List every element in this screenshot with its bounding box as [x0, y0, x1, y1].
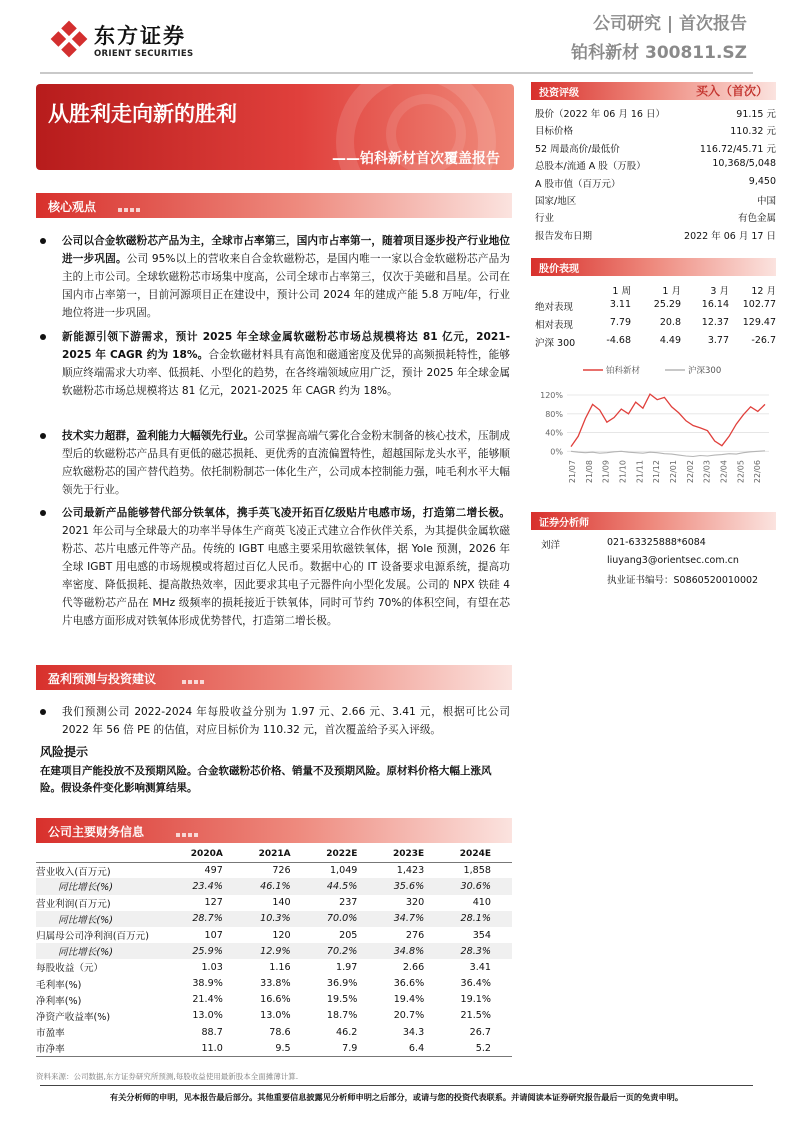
- performance-label: 沪深 300: [535, 338, 576, 349]
- rating-value-cell: 9,450: [748, 175, 776, 187]
- row-label: 净资产收益率(%): [36, 1011, 111, 1023]
- table-row: [36, 1024, 512, 1040]
- row-label: 营业利润(百万元): [36, 898, 111, 910]
- table-cell: 35.6%: [378, 878, 445, 894]
- rating-value-cell: 2022 年 06 月 17 日: [684, 230, 776, 242]
- table-cell: 3.41: [469, 961, 491, 973]
- table-row: [36, 878, 512, 894]
- row-label: 净利率(%): [36, 995, 82, 1007]
- rating-key: 行业: [535, 213, 555, 225]
- series-line-stock: [571, 394, 765, 447]
- row-label: 每股收益（元）: [36, 963, 104, 975]
- table-cell: 497: [204, 865, 223, 877]
- rating-key: 国家/地区: [535, 196, 577, 207]
- table-cell: 25.9%: [176, 943, 244, 959]
- risk-text: 在建项目产能投放不及预期风险。合金软磁粉芯价格、销量不及预期风险。原材料价格大幅上涨风险。假设条件变化影响测算结果。: [40, 765, 492, 794]
- performance-value: 102.77: [742, 299, 776, 310]
- table-cell: 28.3%: [445, 943, 512, 959]
- core-view-heading-bar: [36, 193, 512, 218]
- table-cell: 107: [204, 929, 223, 941]
- rating-value-cell: 中国: [756, 196, 776, 207]
- table-row: [36, 1008, 512, 1024]
- table-row: [36, 992, 512, 1008]
- table-cell: 12.9%: [244, 943, 312, 959]
- company-logo: [50, 20, 200, 66]
- logo-en-text: ORIENT SECURITIES: [94, 49, 194, 59]
- table-cell: 34.7%: [378, 911, 445, 927]
- table-cell: 20.7%: [393, 1010, 425, 1022]
- rating-value-cell: 91.15 元: [736, 109, 776, 120]
- table-cell: 44.5%: [312, 878, 379, 894]
- row-label: 市盈率: [36, 1028, 65, 1040]
- x-tick-label: 21/11: [635, 460, 645, 484]
- table-cell: 1,858: [463, 865, 491, 877]
- table-cell: 205: [339, 929, 358, 941]
- performance-value: 3.11: [609, 299, 631, 310]
- table-cell: 320: [405, 897, 425, 909]
- rating-heading: 投资评级: [539, 88, 579, 99]
- performance-value: -26.7: [751, 335, 776, 346]
- invest-heading-bar: [36, 665, 512, 690]
- table-cell: 13.0%: [192, 1010, 223, 1022]
- bullet-dot-icon: [40, 709, 46, 715]
- title-banner: [36, 84, 514, 170]
- table-cell: 88.7: [201, 1026, 223, 1038]
- financials-heading-bar: [36, 818, 512, 843]
- table-cell: 2.66: [402, 961, 425, 973]
- analyst-heading-bar: [531, 512, 776, 530]
- table-cell: 19.1%: [460, 994, 491, 1006]
- rating-row: [535, 208, 776, 225]
- report-subtitle: ——铂科新材首次覆盖报告: [332, 151, 500, 167]
- table-cell: 5.2: [445, 1040, 512, 1056]
- table-cell: 1,423: [396, 865, 425, 877]
- table-cell: 78.6: [269, 1026, 291, 1038]
- rating-key: A 股市值（百万元）: [535, 178, 621, 190]
- table-cell: 13.0%: [260, 1010, 291, 1022]
- rating-key: 总股本/流通 A 股（万股）: [535, 161, 646, 173]
- table-cell: 70.2%: [312, 943, 379, 959]
- rating-value-cell: 有色金属: [737, 213, 776, 225]
- table-cell: 18.7%: [326, 1010, 358, 1022]
- invest-heading: 盈利预测与投资建议: [48, 672, 157, 686]
- row-label: 同比增长(%): [36, 943, 176, 959]
- rating-heading-bar: [531, 82, 776, 100]
- table-cell: 21.4%: [192, 994, 223, 1006]
- core-bullet-3: 技术实力超群，盈利能力大幅领先行业。公司掌握高端气雾化合金粉末制备的核心技术，压制成型后的软磁粉芯产品具有更低的磁芯损耗、更优秀的直流偏置特性，超越国际龙头水平，能够顺应软磁粉芯的国产替代趋势。依托制粉制芯一体化生产，公司成本控制能力强，吨毛利水平大幅领先于行业。: [40, 427, 510, 499]
- performance-row: [535, 315, 776, 332]
- table-cell: 276: [405, 929, 425, 941]
- performance-value: 4.49: [659, 335, 681, 346]
- performance-value: 25.29: [653, 299, 681, 310]
- performance-value: 7.79: [609, 317, 631, 328]
- performance-value: 20.8: [659, 317, 681, 328]
- rating-row: [535, 191, 776, 208]
- rating-row: [535, 174, 776, 191]
- table-cell: 36.4%: [460, 978, 491, 990]
- performance-label: 绝对表现: [535, 302, 574, 313]
- rating-value-cell: 116.72/45.71 元: [699, 143, 776, 155]
- performance-row: [535, 297, 776, 314]
- table-row: [36, 943, 512, 959]
- table-cell: 120: [272, 929, 291, 941]
- x-tick-label: 21/12: [652, 460, 662, 484]
- table-cell: 10.3%: [244, 911, 312, 927]
- rating-row: [535, 156, 776, 173]
- table-cell: 140: [272, 897, 291, 909]
- table-cell: 36.6%: [393, 978, 425, 990]
- table-row: [36, 1040, 512, 1056]
- table-cell: 354: [472, 929, 491, 941]
- x-tick-label: 22/05: [736, 460, 746, 484]
- financials-heading: 公司主要财务信息: [48, 825, 145, 839]
- table-row: [36, 959, 512, 975]
- x-tick-label: 22/02: [685, 460, 695, 484]
- y-tick-label: 0%: [550, 447, 563, 457]
- table-cell: 1.03: [201, 961, 223, 973]
- table-cell: 6.4: [378, 1040, 445, 1056]
- row-label: 营业收入(百万元): [36, 866, 111, 878]
- x-tick-label: 22/04: [719, 460, 729, 484]
- table-cell: 726: [272, 865, 291, 877]
- analyst-phone: 021-63325888*6084: [607, 537, 706, 548]
- table-header-row: 2020A 2021A 2022E 2023E 2024E: [36, 846, 512, 862]
- core-bullet-4: 公司最新产品能够替代部分铁氧体，携手英飞凌开拓百亿级贴片电感市场，打造第二增长极。2021 年公司与全球最大的功率半导体生产商英飞凌正式建立合作伙伴关系，为其提供金属软磁粉芯、芯片电感元件等产品。传统的 IGBT 电感主要采用软磁铁氧体，据 Yole 预测，2026 年全球 IGBT 用电感的市场规模或将超过百亿人民币。数据中心的 IT 设备要求电源系统，提高功率密度、降低损耗、提高散热效率，因此要求其电子元器件向小型化发展。公司的 NPX 铁硅 4 代等磁粉芯产品在 MHz 级频率的损耗接近于铁氧体，同时可节约 70%的体积空间，有望在芯片电感方面形成对铁氧体形成优势替代，打造第二增长极。: [40, 504, 510, 630]
- table-cell: 34.8%: [378, 943, 445, 959]
- bullet-dot-icon: [40, 334, 46, 340]
- table-cell: 19.5%: [326, 994, 358, 1006]
- rating-key: 报告发布日期: [535, 230, 593, 242]
- performance-row: [535, 333, 776, 350]
- stock-chart-svg: [531, 360, 776, 508]
- table-cell: 237: [339, 897, 358, 909]
- y-tick-label: 40%: [545, 428, 563, 438]
- x-tick-label: 21/07: [568, 460, 578, 484]
- performance-label: 相对表现: [535, 320, 574, 331]
- table-cell: 28.1%: [445, 911, 512, 927]
- core-view-heading: 核心观点: [48, 200, 97, 214]
- table-cell: 11.0: [176, 1040, 244, 1056]
- performance-value: 12.37: [701, 317, 729, 328]
- table-cell: 1,049: [329, 865, 358, 877]
- table-cell: 127: [204, 897, 223, 909]
- table-cell: 34.3: [402, 1026, 425, 1038]
- logo-cn-text: 东方证券: [94, 24, 186, 48]
- row-label: 市净率: [36, 1040, 176, 1056]
- bullet-dot-icon: [40, 238, 46, 244]
- table-cell: 38.9%: [192, 978, 223, 990]
- table-cell: 1.97: [336, 961, 358, 973]
- core-bullet-1: 公司以合金软磁粉芯产品为主，全球市占率第三，国内市占率第一，随着项目逐步投产行业地位进一步巩固。公司 95%以上的营收来自合金软磁粉芯，是国内唯一一家以合金软磁粉芯产品为主的上市公司。全球软磁粉芯市场集中度高，公司全球市占率第三，仅次于美磁和昌星。公司在国内市占率第一，目前河源项目正在建设中，预计公司 2024 年的建成产能 5.8 万吨/年，行业地位将进一步巩固。: [40, 232, 510, 322]
- performance-value: 3.77: [707, 335, 729, 346]
- performance-heading: 股价表现: [539, 264, 579, 275]
- row-label: 归属母公司净利润(百万元): [36, 931, 150, 943]
- table-cell: 16.6%: [260, 994, 291, 1006]
- table-row: [36, 895, 512, 911]
- row-label: 毛利率(%): [36, 979, 82, 991]
- table-row: [36, 911, 512, 927]
- header-divider: [40, 72, 753, 74]
- table-cell: 36.9%: [326, 978, 358, 990]
- table-cell: 70.0%: [312, 911, 379, 927]
- y-tick-label: 120%: [540, 391, 563, 401]
- rating-key: 52 周最高价/最低价: [535, 143, 620, 155]
- legend-label: 铂科新材: [606, 366, 641, 376]
- stock-name-code: 铂科新材 300811.SZ: [571, 43, 747, 63]
- table-cell: 28.7%: [176, 911, 244, 927]
- rating-row: [535, 226, 776, 243]
- table-cell: 33.8%: [260, 978, 291, 990]
- performance-value: 16.14: [701, 299, 729, 310]
- table-cell: 23.4%: [176, 878, 244, 894]
- table-cell: 26.7: [469, 1026, 491, 1038]
- x-tick-label: 21/10: [618, 460, 628, 484]
- performance-header-row: 1 周 1 月 3 月 12 月: [612, 286, 776, 297]
- table-row: [36, 976, 512, 992]
- table-row: [36, 862, 512, 878]
- core-bullet-2: 新能源引领下游需求，预计 2025 年全球金属软磁粉芯市场总规模将达 81 亿元，2021-2025 年 CAGR 约为 18%。合金软磁材料具有高饱和磁通密度及优异的高频损耗特性，能够顺应终端需求大功率、低损耗、小型化的趋势，在各终端领域应用广泛，预计 2025 年全球金属软磁粉芯市场总规模将达 81 亿元，2021-2025 年 CAGR 约为 18%。: [40, 328, 510, 400]
- table-cell: 19.4%: [393, 994, 425, 1006]
- rating-row: [535, 139, 776, 156]
- rating-value: 买入（首次）: [695, 84, 768, 98]
- analyst-heading: 证券分析师: [539, 518, 589, 529]
- row-label: 同比增长(%): [36, 878, 176, 894]
- table-row: [36, 927, 512, 943]
- financials-table: [36, 846, 512, 1057]
- x-tick-label: 21/09: [601, 460, 611, 484]
- x-tick-label: 22/06: [753, 460, 763, 484]
- table-cell: 46.1%: [244, 878, 312, 894]
- footer-divider: [40, 1085, 753, 1086]
- rating-row: [535, 121, 776, 138]
- rating-key: 目标价格: [535, 126, 574, 138]
- table-cell: 9.5: [244, 1040, 312, 1056]
- rating-row: [535, 104, 776, 121]
- analyst-email[interactable]: liuyang3@orientsec.com.cn: [607, 555, 739, 566]
- table-cell: 46.2: [336, 1026, 358, 1038]
- legend-label: 沪深300: [688, 366, 722, 376]
- orient-logo-icon: [50, 20, 88, 58]
- x-tick-label: 21/08: [584, 460, 594, 484]
- report-type: 公司研究 | 首次报告: [592, 14, 747, 34]
- report-title: 从胜利走向新的胜利: [48, 102, 237, 126]
- source-note: 资料来源：公司数据,东方证券研究所预测,每股收益使用最新股本全面摊薄计算.: [36, 1072, 299, 1081]
- performance-value: -4.68: [606, 335, 631, 346]
- bullet-dot-icon: [40, 510, 46, 516]
- table-cell: 30.6%: [445, 878, 512, 894]
- bullet-dot-icon: [40, 433, 46, 439]
- analyst-name: 刘洋: [541, 540, 561, 551]
- table-cell: 410: [472, 897, 491, 909]
- analyst-cert: 执业证书编号：S0860520010002: [607, 575, 759, 586]
- y-tick-label: 80%: [545, 409, 563, 419]
- x-tick-label: 22/03: [702, 460, 712, 484]
- stock-price-chart: [531, 360, 776, 508]
- rating-key: 股价（2022 年 06 月 16 日）: [535, 109, 665, 120]
- row-label: 同比增长(%): [36, 911, 176, 927]
- rating-value-cell: 10,368/5,048: [712, 158, 776, 170]
- table-cell: 21.5%: [460, 1010, 491, 1022]
- table-cell: 7.9: [312, 1040, 379, 1056]
- table-cell: 1.16: [269, 961, 291, 973]
- rating-value-cell: 110.32 元: [730, 126, 776, 138]
- risk-heading: 风险提示: [40, 745, 89, 759]
- performance-value: 129.47: [742, 317, 776, 328]
- x-tick-label: 22/01: [669, 460, 679, 484]
- disclaimer-footer: 有关分析师的申明，见本报告最后部分。其他重要信息披露见分析师申明之后部分，或请与您的投资代表联系。并请阅读本证券研究报告最后一页的免责申明。: [109, 1092, 684, 1102]
- performance-heading-bar: [531, 258, 776, 276]
- invest-bullet: 我们预测公司 2022-2024 年每股收益分别为 1.97 元、2.66 元、3.41 元，根据可比公司 2022 年 56 倍 PE 的估值，对应目标价为 110.32 元，首次覆盖给予买入评级。: [40, 703, 510, 739]
